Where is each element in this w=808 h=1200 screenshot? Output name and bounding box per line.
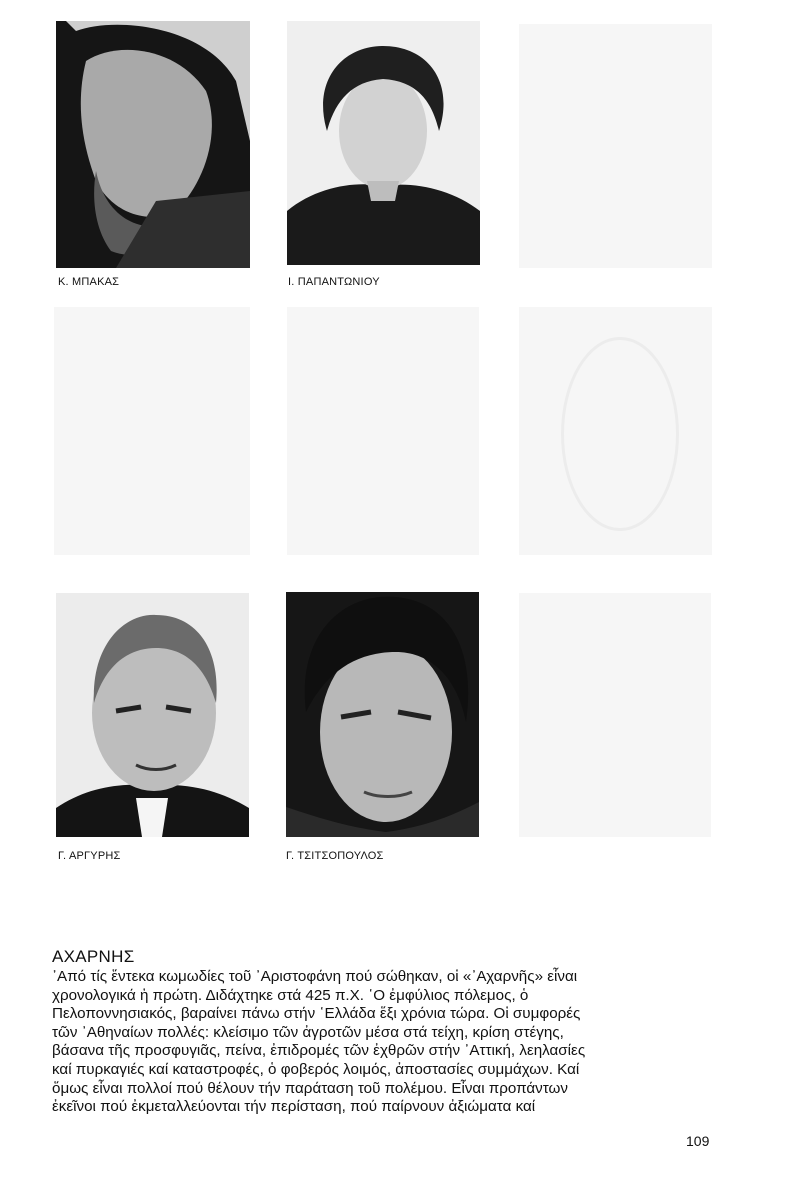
photo-caption: Ι. ΠΑΠΑΝΤΩΝΙΟΥ (288, 276, 380, 288)
photo-papantoniou (287, 21, 480, 265)
text-line: καί πυρκαγιές καί καταστροφές, ὁ φοβερός λοιμός, ἀποστασίες συμμάχων. Καί (52, 1060, 580, 1078)
text-line: Πελοποννησιακός, βαραίνει πάνω στήν ῾Ελλάδα ἕξι χρόνια τώρα. Οἱ συμφορές (52, 1005, 581, 1023)
blank-photo-slot (54, 307, 250, 555)
photo-argyris (56, 593, 249, 837)
text-line: ᾿Από τίς ἕντεκα κωμωδίες τοῦ ᾿Αριστοφάνη πού σώθηκαν, οἱ «᾿Αχαρνῆς» εἶναι (52, 968, 578, 985)
blank-photo-slot (287, 307, 479, 555)
text-line: τῶν ᾿Αθηναίων πολλές: κλείσιμο τῶν ἀγροτῶν μέσα στά τείχη, κρίση στέγης, (52, 1023, 564, 1041)
photo-caption: Γ. ΤΣΙΤΣΟΠΟΥΛΟΣ (286, 850, 384, 862)
text-line: ἐκεῖνοι πού ἐκμεταλλεύονται τήν περίσταση, πού παίρνουν ἀξιώματα καί (52, 1098, 536, 1116)
blank-photo-slot (519, 307, 712, 555)
photo-bakas (56, 21, 250, 268)
text-line: χρονολογικά ἡ πρώτη. Διδάχτηκε στά 425 π.Χ. ῾Ο ἐμφύλιος πόλεμος, ὁ (52, 986, 529, 1004)
text-line: βάσανα τῆς προσφυγιᾶς, πείνα, ἐπιδρομές τῶν ἐχθρῶν στήν ᾿Αττική, λεηλασίες (52, 1042, 586, 1060)
text-line: ὅμως εἶναι πολλοί πού θέλουν τήν παράταση τοῦ πολέμου. Εἶναι προπάντων (52, 1079, 569, 1097)
blank-photo-slot (519, 593, 711, 837)
section-title: ΑΧΑΡΝΗΣ (52, 947, 135, 966)
blank-photo-slot (519, 24, 712, 268)
photo-caption: Γ. ΑΡΓΥΡΗΣ (58, 850, 121, 862)
photo-tsitsopoulos (286, 592, 479, 837)
page-number: 109 (686, 1133, 710, 1149)
photo-caption: Κ. ΜΠΑΚΑΣ (58, 276, 120, 288)
article-body (52, 968, 722, 1117)
